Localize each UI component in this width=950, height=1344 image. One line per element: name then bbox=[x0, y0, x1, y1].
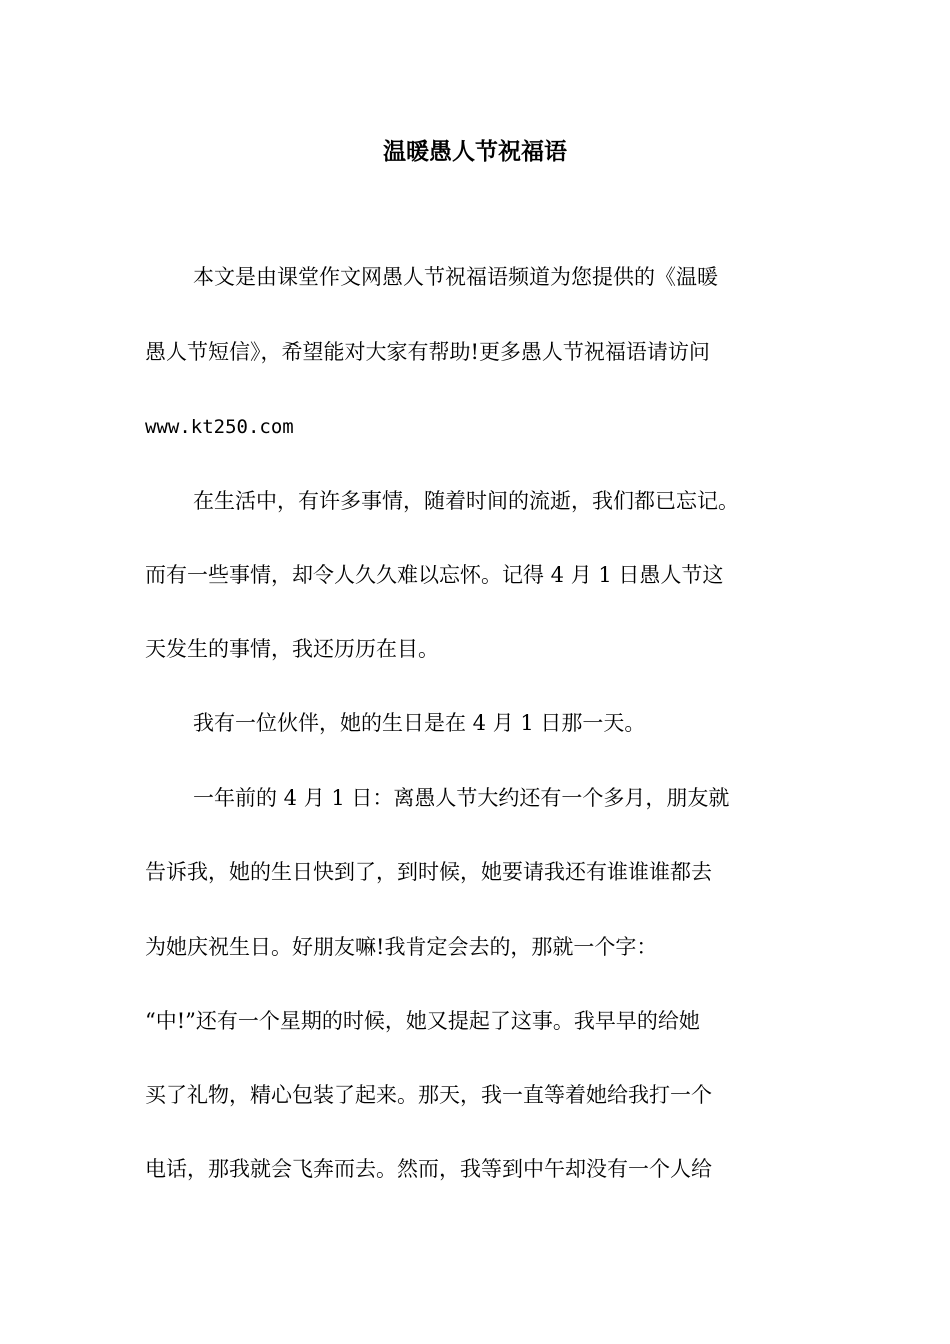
paragraph-line: 而有一些事情，却令人久久难以忘怀。记得 4 月 1 日愚人节这 bbox=[145, 563, 724, 587]
paragraph-line: 买了礼物，精心包装了起来。那天，我一直等着她给我打一个 bbox=[145, 1083, 712, 1107]
paragraph-line: 我有一位伙伴，她的生日是在 4 月 1 日那一天。 bbox=[193, 711, 646, 735]
paragraph-line: 电话，那我就会飞奔而去。然而，我等到中午却没有一个人给 bbox=[145, 1157, 712, 1181]
paragraph-line: 告诉我，她的生日快到了，到时候，她要请我还有谁谁谁都去 bbox=[145, 860, 712, 884]
document-title: 温暖愚人节祝福语 bbox=[383, 138, 567, 165]
url-line: www.kt250.com bbox=[145, 416, 294, 438]
paragraph-line: 一年前的 4 月 1 日：离愚人节大约还有一个多月，朋友就 bbox=[193, 786, 730, 810]
paragraph-line: 在生活中，有许多事情，随着时间的流逝，我们都已忘记。 bbox=[193, 489, 739, 513]
paragraph-line: 为她庆祝生日。好朋友嘛!我肯定会去的，那就一个字： bbox=[145, 935, 658, 959]
paragraph-line: “中!”还有一个星期的时候，她又提起了这事。我早早的给她 bbox=[145, 1009, 700, 1033]
paragraph-line: 愚人节短信》，希望能对大家有帮助!更多愚人节祝福语请访问 bbox=[145, 340, 710, 364]
paragraph-line: 天发生的事情，我还历历在目。 bbox=[145, 637, 439, 661]
paragraph-line: 本文是由课堂作文网愚人节祝福语频道为您提供的《温暖 bbox=[193, 265, 718, 289]
